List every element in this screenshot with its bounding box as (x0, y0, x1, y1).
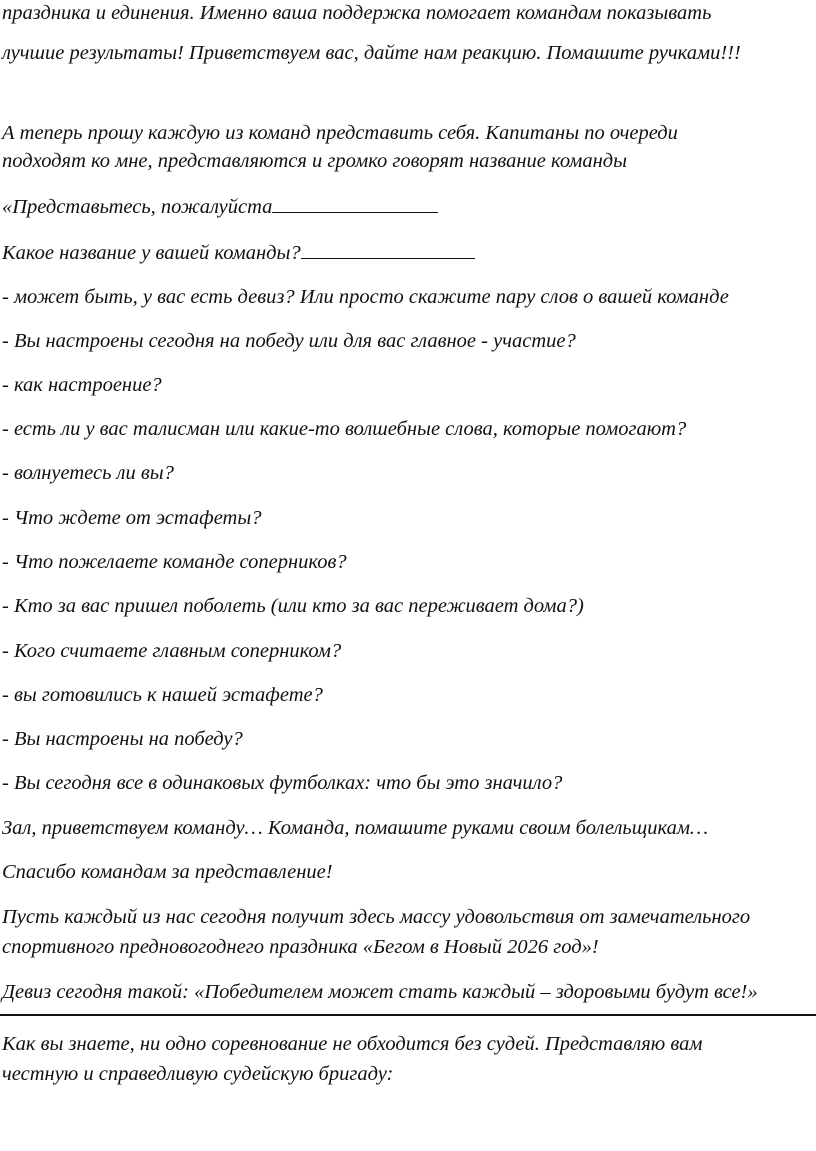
team-name-prompt-line (2, 238, 814, 268)
horizontal-divider (0, 1014, 816, 1016)
question-3: - как настроение? (2, 374, 162, 396)
judges-line-2: честную и справедливую судейскую бригаду: (2, 1063, 394, 1085)
thanks: Спасибо командам за представление! (2, 861, 333, 883)
judges-line-1: Как вы знаете, ни одно соревнование не обходится без судей. Представляю вам (2, 1033, 703, 1055)
team-name-answer-blank (301, 240, 475, 259)
question-10: - вы готовились к нашей эстафете? (2, 684, 323, 706)
intro-line-1: праздника и единения. Именно ваша поддержка помогает командам показывать (2, 2, 712, 24)
question-9: - Кого считаете главным соперником? (2, 640, 342, 662)
question-6: - Что ждете от эстафеты? (2, 507, 262, 529)
question-1: - может быть, у вас есть девиз? Или просто скажите пару слов о вашей команде (2, 286, 729, 308)
question-12: - Вы сегодня все в одинаковых футболках: что бы это значило? (2, 772, 563, 794)
introduce-answer-blank (272, 194, 438, 213)
intro-line-2: лучшие результаты! Приветствуем вас, дайте нам реакцию. Помашите ручками!!! (2, 42, 741, 64)
motto: Девиз сегодня такой: «Победителем может стать каждый – здоровыми будут все!» (2, 981, 758, 1003)
question-8: - Кто за вас пришел поболеть (или кто за вас переживает дома?) (2, 595, 584, 617)
question-4: - есть ли у вас талисман или какие-то волшебные слова, которые помогают? (2, 418, 687, 440)
greeting: Зал, приветствуем команду… Команда, помашите руками своим болельщикам… (2, 817, 709, 839)
question-11: - Вы настроены на победу? (2, 728, 243, 750)
introduce-prompt: «Представьтесь, пожалуйста (2, 196, 273, 218)
question-2: - Вы настроены сегодня на победу или для вас главное - участие? (2, 330, 576, 352)
team-name-prompt: Какое название у вашей команды? (2, 242, 301, 264)
question-5: - волнуетесь ли вы? (2, 462, 174, 484)
wish-line-2: спортивного предновогоднего праздника «Бегом в Новый 2026 год»! (2, 936, 599, 958)
captains-line-2: подходят ко мне, представляются и громко говорят название команды (2, 150, 628, 172)
introduce-prompt-line (2, 192, 814, 222)
wish-line-1: Пусть каждый из нас сегодня получит здесь массу удовольствия от замечательного (2, 906, 751, 928)
captains-line-1: А теперь прошу каждую из команд представить себя. Капитаны по очереди (2, 122, 678, 144)
question-7: - Что пожелаете команде соперников? (2, 551, 347, 573)
